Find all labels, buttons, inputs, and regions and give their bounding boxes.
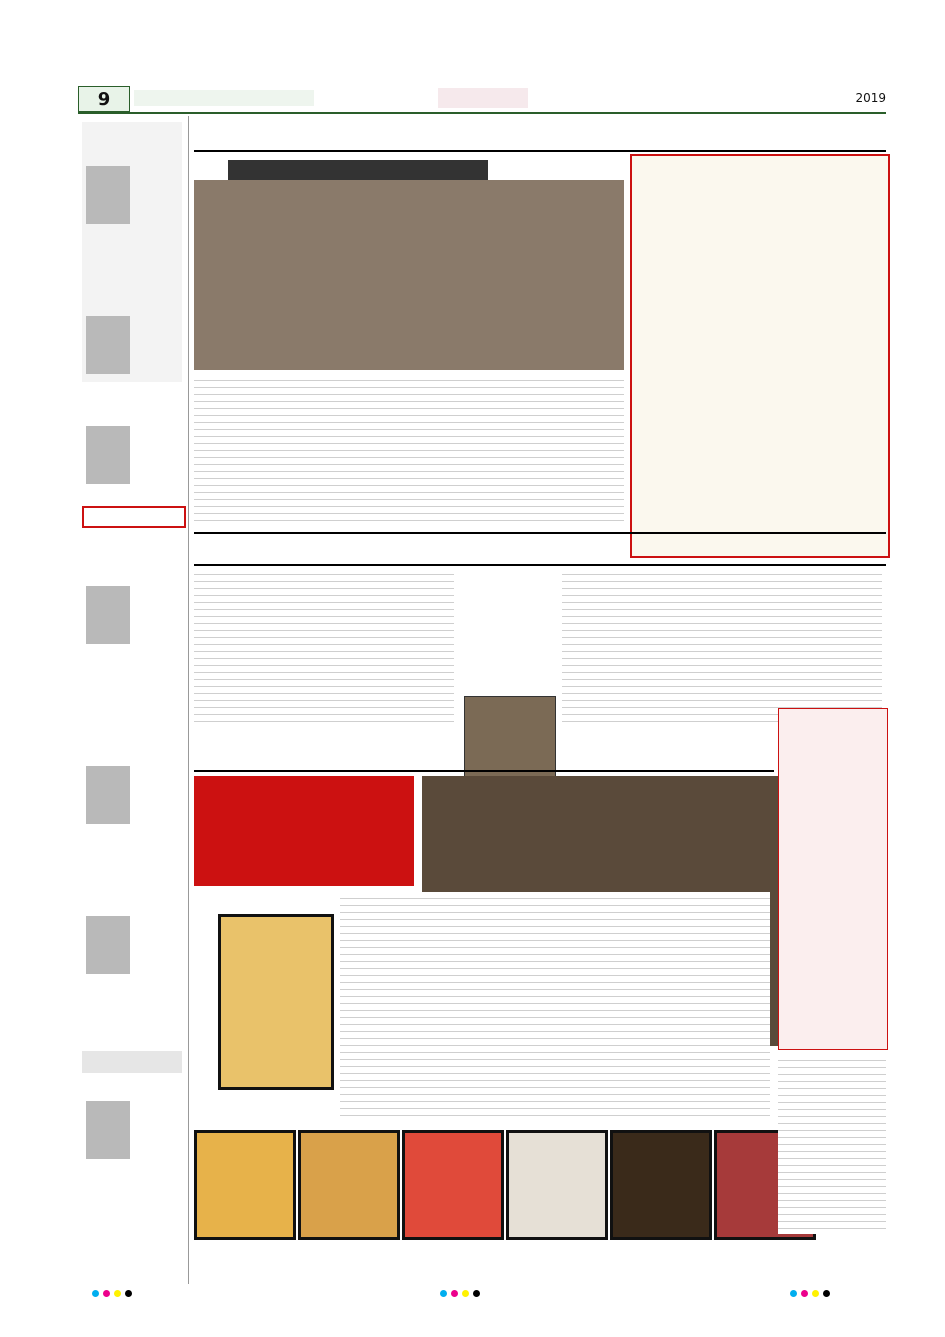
- page-canvas: [78, 84, 886, 1284]
- person-photo: [86, 766, 130, 824]
- registration-marks-center: [440, 1290, 540, 1298]
- obituary-heading: [82, 1051, 182, 1073]
- main-subheadline: [228, 160, 488, 180]
- masthead: [78, 84, 886, 114]
- page-number: 9: [78, 86, 130, 112]
- artwork-4: [506, 1130, 608, 1240]
- artwork-5: [610, 1130, 712, 1240]
- main-story-body: [194, 374, 624, 524]
- artwork-3: [402, 1130, 504, 1240]
- second-story-body: [194, 568, 454, 728]
- sidebox-story: [630, 154, 890, 558]
- feature-story-body: [340, 892, 770, 1120]
- sidebox-headline: [632, 156, 888, 196]
- registration-marks-right: [790, 1290, 890, 1298]
- feature-kicker: [194, 776, 414, 886]
- event-photo: [194, 180, 624, 370]
- left-column: [78, 116, 189, 1284]
- person-photo: [86, 586, 130, 644]
- second-headline: [194, 532, 886, 566]
- featured-painting: [218, 914, 334, 1090]
- missing-notice-heading: [82, 506, 186, 528]
- artwork-2: [298, 1130, 400, 1240]
- year-text: 2019: [855, 91, 886, 105]
- person-photo: [86, 166, 130, 224]
- second-story-body-right: [562, 568, 882, 728]
- dateline: [726, 90, 886, 106]
- person-photo: [86, 1101, 130, 1159]
- registration-marks-left: [92, 1290, 192, 1298]
- main-headline: [194, 116, 886, 152]
- person-photo: [86, 316, 130, 374]
- right-story-headline: [779, 709, 887, 759]
- feature-headline: [194, 736, 774, 772]
- right-story-body: [778, 1054, 886, 1234]
- section-title: [134, 90, 314, 106]
- right-story: [778, 708, 888, 1050]
- person-photo: [86, 916, 130, 974]
- artwork-1: [194, 1130, 296, 1240]
- person-photo: [86, 426, 130, 484]
- newspaper-logo: [438, 88, 528, 108]
